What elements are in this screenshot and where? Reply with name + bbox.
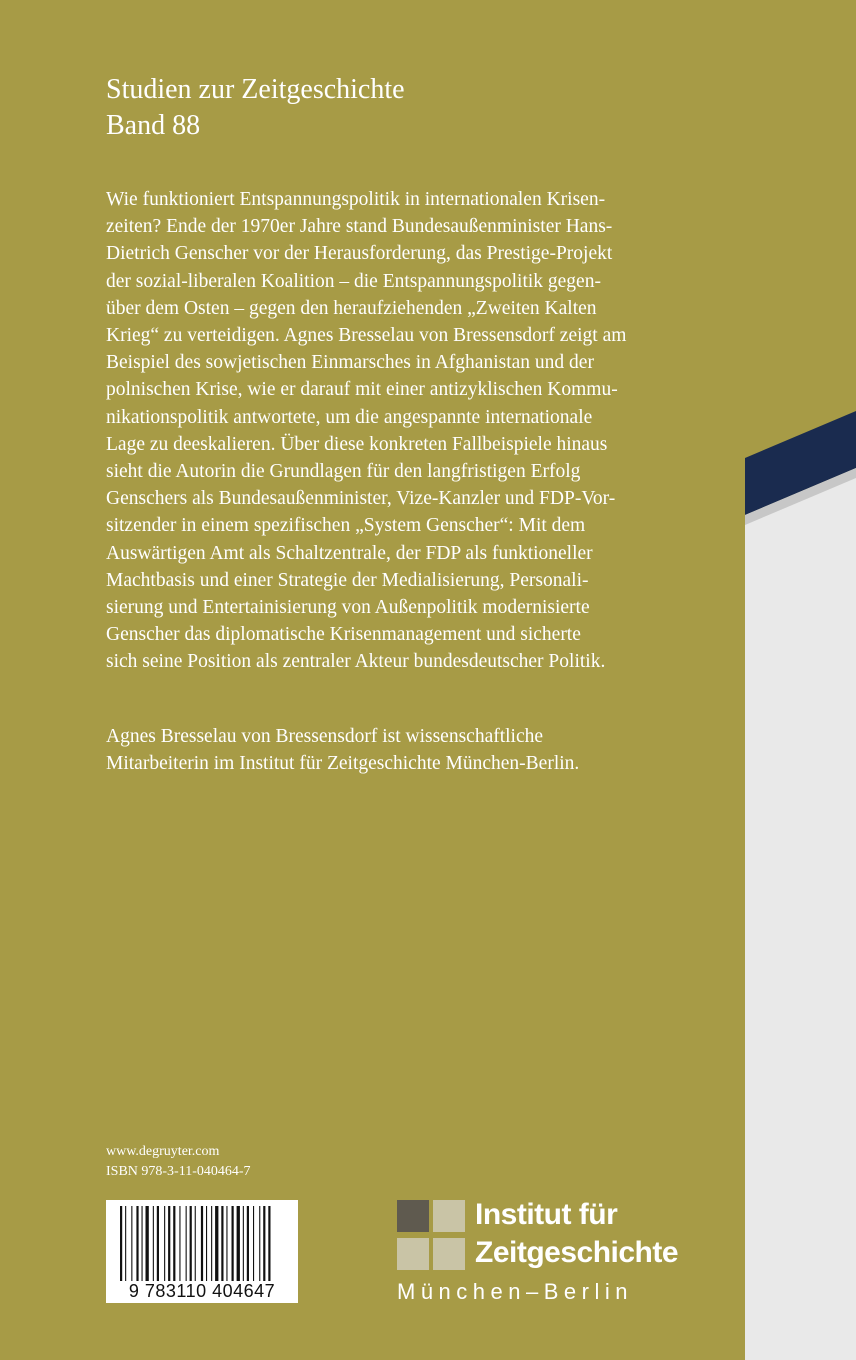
author-bio [106, 723, 726, 777]
description-line: Beispiel des sowjetischen Einmarsches in Afghanistan und der [106, 352, 594, 374]
bio-line: Agnes Bresselau von Bressensdorf ist wissenschaftliche [106, 726, 544, 747]
barcode-bar [173, 1206, 175, 1282]
barcode-bar [168, 1206, 170, 1282]
isbn-text: ISBN 978-3-11-040464-7 [106, 1164, 251, 1179]
logo-squares-icon [397, 1200, 465, 1270]
description-line: Lage zu deeskalieren. Über diese konkreten Fallbeispiele hinaus [106, 433, 608, 455]
logo-title-line2: Zeitgeschichte [475, 1236, 679, 1269]
barcode-bar [232, 1206, 234, 1282]
description-line: zeiten? Ende der 1970er Jahre stand Bundesaußenminister Hans- [106, 216, 613, 238]
description-line: Genschers als Bundesaußenminister, Vize-Kanzler und FDP-Vor- [106, 488, 616, 510]
description-line: Dietrich Genscher vor der Herausforderung, das Prestige-Projekt [106, 243, 613, 265]
description-line: Genscher das diplomatische Krisenmanagement und sicherte [106, 624, 581, 646]
barcode-bar [136, 1206, 138, 1282]
barcode-bar [195, 1206, 196, 1282]
bio-line: Mitarbeiterin im Institut für Zeitgeschichte München-Berlin. [106, 753, 580, 775]
barcode-bar [153, 1206, 154, 1282]
description-line: polnischen Krise, wie er darauf mit einer antizyklischen Kommu- [106, 379, 618, 401]
description-line: nikationspolitik antwortete, um die angespannte internationale [106, 406, 593, 428]
barcode-bar [186, 1206, 187, 1282]
barcode-digits: 9 783110 404647 [110, 1281, 294, 1301]
barcode-bar [243, 1206, 244, 1282]
description-line: der sozial-liberalen Koalition – die Entspannungspolitik gegen- [106, 270, 601, 292]
description-line: Machtbasis und einer Strategie der Medialisierung, Personali- [106, 569, 589, 591]
logo-title-line1: Institut für [475, 1198, 618, 1231]
barcode-bar [190, 1206, 192, 1282]
barcode-bar [125, 1206, 126, 1282]
barcode-bar [268, 1206, 270, 1282]
description-line: Krieg“ zu verteidigen. Agnes Bresselau von Bressensdorf zeigt am [106, 325, 627, 347]
logo-city: München–Berlin [397, 1279, 633, 1304]
barcode-bar [179, 1206, 180, 1282]
barcode-bar [201, 1206, 203, 1282]
barcode-bar [247, 1206, 249, 1282]
description-line: sich seine Position als zentraler Akteur bundesdeutscher Politik. [106, 651, 606, 673]
description-line: Auswärtigen Amt als Schaltzentrale, der FDP als funktioneller [106, 542, 593, 564]
barcode-bar [215, 1206, 218, 1282]
description-line: sieht die Autorin die Grundlagen für den langfristigen Erfolg [106, 461, 581, 483]
description-line: sierung und Entertainisierung von Außenpolitik modernisierte [106, 597, 590, 619]
grey-panel [745, 468, 856, 1360]
barcode-bar [221, 1206, 223, 1282]
barcode-bar [120, 1206, 122, 1282]
barcode-bar [157, 1206, 159, 1282]
barcode-bar [164, 1206, 165, 1282]
barcode-bar [263, 1206, 265, 1282]
description-line: über dem Osten – gegen den heraufziehenden „Zweiten Kalten [106, 297, 597, 319]
book-description [106, 186, 726, 676]
series-volume: Band 88 [106, 110, 201, 141]
barcode-bar [206, 1206, 207, 1282]
barcode-bar [211, 1206, 212, 1282]
cover-corner-graphic [745, 0, 856, 1360]
barcode-bar [142, 1206, 143, 1282]
publisher-info [106, 1142, 251, 1182]
barcode-bar [131, 1206, 132, 1282]
series-header [106, 72, 405, 144]
isbn-barcode [106, 1200, 298, 1303]
description-line: Wie funktioniert Entspannungspolitik in internationalen Krisen- [106, 189, 606, 210]
barcode-bar [259, 1206, 260, 1282]
description-line: sitzender in einem spezifischen „System Genscher“: Mit dem [106, 515, 586, 537]
barcode-bar [146, 1206, 149, 1282]
barcode-bar [226, 1206, 227, 1282]
barcode-bar [253, 1206, 254, 1282]
publisher-website: www.degruyter.com [106, 1144, 220, 1159]
series-title: Studien zur Zeitgeschichte [106, 74, 405, 105]
logo-title [475, 1196, 678, 1272]
barcode-bar [237, 1206, 240, 1282]
institute-logo [397, 1200, 697, 1310]
diagonal-band-graphic [745, 0, 856, 1360]
